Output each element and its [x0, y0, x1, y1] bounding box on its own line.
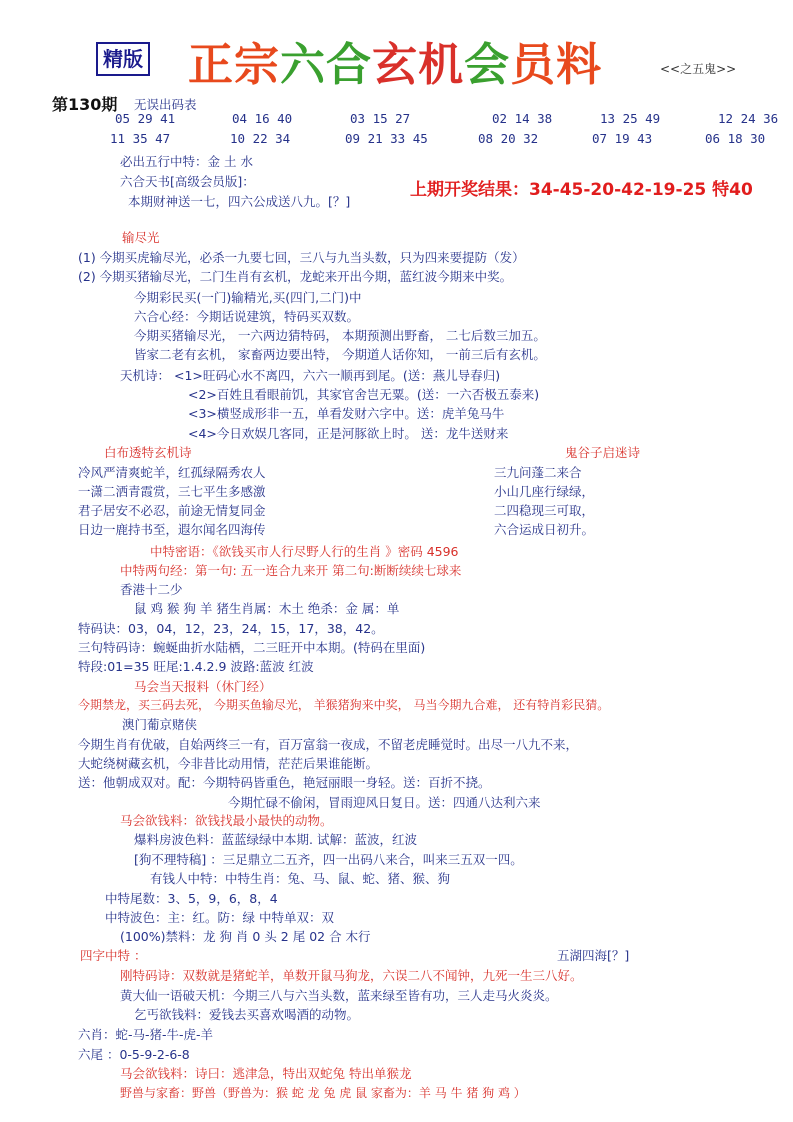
title-char: 六 [280, 38, 327, 91]
number-group: 06 18 30 [705, 131, 766, 146]
number-group: 13 25 49 [600, 111, 661, 126]
text-line: 五湖四海[？] [557, 948, 630, 963]
number-group: 12 24 36 [718, 111, 779, 126]
text-line: 鼠 鸡 猴 狗 羊 猪生肖属：木土 绝杀：金 属：单 [134, 601, 400, 616]
title-char: 玄 [372, 38, 419, 91]
poem-line: 冷风严清爽蛇羊，红孤绿隔秀农人 [78, 465, 266, 480]
section-heading: 澳门葡京赌侠 [122, 717, 198, 732]
text-line: 有钱人中特：中特生肖：兔、马、鼠、蛇、猪、猴、狗 [150, 871, 451, 886]
section-heading: 马会当天报料（休门经） [134, 679, 272, 694]
text-line: <3>横竖成形非一五，单看发财六字中。送：虎羊兔马牛 [188, 406, 505, 421]
text-line: 中特两句经：第一句: 五一连合九来开 第二句:断断续续七球来 [120, 563, 462, 578]
section-heading: 鬼谷子启迷诗 [565, 445, 641, 460]
text-line: [狗不理特稿] ：三足鼎立二五齐，四一出码八来合，叫来三五双一四。 [134, 852, 523, 867]
number-group: 10 22 34 [230, 131, 291, 146]
text-line: 六合天书[高级会员版]： [120, 174, 255, 189]
page-subtitle: <<之五鬼>> [660, 62, 737, 76]
text-line: 六合心经：今期话说建筑，特码买双数。 [134, 309, 360, 324]
section-heading: 四字中特 ： [80, 948, 147, 963]
text-line: 香港十二少 [120, 582, 183, 597]
text-line: (1) 今期买虎输尽光，必杀一九要七回，三八与九当头数，只为四来要提防（发） [78, 250, 525, 265]
text-line: 马会欲钱料：诗曰：逃津急，特出双蛇兔 特出单猴龙 [120, 1066, 412, 1081]
text-line: 今期彩民买(一门)输精光,买(四门,二门)中 [134, 290, 362, 305]
last-draw-result: 上期开奖结果：34-45-20-42-19-25 特40 [410, 180, 753, 200]
text-line: 特码诀：03，04，12，23，24，15，17，38，42。 [78, 621, 384, 636]
text-line: 黄大仙一语破天机：今期三八与六当头数，蓝来绿至皆有功，三人走马火炎炎。 [120, 988, 558, 1003]
poem-line: 日边一鹿持书至，遐尔闻名四海传 [78, 522, 266, 537]
text-line: 中特密语：《欲钱买市人行尽野人行的生肖 》密码 4596 [150, 544, 459, 559]
number-group: 07 19 43 [592, 131, 653, 146]
page-title [188, 28, 602, 93]
text-line: 六尾 ：0-5-9-2-6-8 [78, 1047, 190, 1062]
issue-note: 无误出码表 [134, 97, 197, 112]
text-line: 今期买猪输尽光， 一六两边猜特码， 本期预测出野畜， 二七后数三加五。 [134, 328, 546, 343]
text-line: 必出五行中特：金 土 水 [120, 154, 253, 169]
text-line: 马会欲钱料：欲钱找最小最快的动物。 [120, 813, 333, 828]
number-group: 02 14 38 [492, 111, 553, 126]
text-line: 今期忙碌不偷闲，冒雨迎风日复日。送：四通八达利六来 [228, 795, 541, 810]
text-line: (100%)禁料：龙 狗 肖 0 头 2 尾 02 合 木行 [120, 929, 371, 944]
number-group: 05 29 41 [115, 111, 176, 126]
edition-badge: 精版 [96, 42, 150, 76]
poem-line: 君子居安不必忍，前途无情复同金 [78, 503, 266, 518]
text-line: 刚特码诗：双数就是猪蛇羊，单数开鼠马狗龙，六误二八不闻钟，九死一生三八好。 [120, 968, 583, 983]
text-line: 大蛇绕树藏玄机，今非昔比动用情，茫茫后果谁能断。 [78, 756, 379, 771]
text-line: 野兽与家畜：野兽（野兽为：猴 蛇 龙 兔 虎 鼠 家畜为：羊 马 牛 猪 狗 鸡 ） [120, 1086, 526, 1100]
text-line: <4>今日欢娱几客同，正是河豚欲上时。 送：龙牛送财来 [188, 426, 509, 441]
title-char: 员 [510, 38, 557, 91]
text-line: 送：他朝成双对。配：今期特码皆重色，艳冠丽眼一身轻。送：百折不挠。 [78, 775, 491, 790]
title-char: 正 [188, 38, 235, 91]
number-group: 11 35 47 [110, 131, 171, 146]
section-heading: 输尽光 [122, 230, 160, 245]
text-line: 今期生肖有优破，自始两终三一有，百万富翁一夜成，不留老虎睡觉时。出尽一八九不来， [78, 737, 579, 752]
title-char: 合 [326, 38, 373, 91]
section-heading: 白布透特玄机诗 [104, 445, 192, 460]
poem-line: 二四稳现三可取， [494, 503, 595, 518]
issue-number: 第130期 [52, 95, 118, 114]
text-line: 中特尾数：3、5，9，6，8，4 [105, 891, 278, 906]
title-char: 料 [556, 38, 603, 91]
text-line: 特段:01=35 旺尾:1.4.2.9 波路:蓝波 红波 [78, 659, 314, 674]
text-line: 皆家二老有玄机， 家畜两边要出特， 今期道人话你知， 一前三后有玄机。 [134, 347, 546, 362]
text-line: 本期财神送一七，四六公成送八九。[？] [128, 194, 351, 209]
text-line: 三句特码诗：蜿蜒曲折水陆栖，二三旺开中本期。(特码在里面) [78, 640, 426, 655]
poem-line: 小山几座行绿绿， [494, 484, 595, 499]
number-group: 03 15 27 [350, 111, 411, 126]
text-line: <2>百姓且看眼前饥，其家官舍岂无粟。(送：一六否极五泰来) [188, 387, 540, 402]
title-char: 机 [418, 38, 465, 91]
text-line: 天机诗： <1>旺码心水不离四，六六一顺再到尾。(送：燕儿导春归) [120, 368, 501, 383]
text-line: 乞丐欲钱料：爱钱去买喜欢喝酒的动物。 [134, 1007, 360, 1022]
poem-line: 六合运成日初升。 [494, 522, 595, 537]
number-group: 08 20 32 [478, 131, 539, 146]
text-line: 今期禁龙，买三码去死， 今期买鱼输尽光， 羊猴猪狗来中奖， 马当今期九合难， 还有特肖彩民猜。 [78, 698, 610, 712]
poem-line: 三九问蓬二来合 [494, 465, 582, 480]
poem-line: 一潇二洒青霞赏，三七平生多感激 [78, 484, 266, 499]
text-line: 六肖：蛇-马-猪-牛-虎-羊 [78, 1027, 214, 1042]
title-char: 会 [464, 38, 511, 91]
number-group: 04 16 40 [232, 111, 293, 126]
text-line: (2) 今期买猪输尽光，二门生肖有玄机，龙蛇来开出今期，蓝红波今期来中奖。 [78, 269, 513, 284]
text-line: 爆料房波色料：蓝蓝绿绿中本期. 试解：蓝波，红波 [134, 832, 417, 847]
title-char: 宗 [234, 38, 281, 91]
text-line: 中特波色：主：红。防：绿 中特单双：双 [105, 910, 334, 925]
number-group: 09 21 33 45 [345, 131, 428, 146]
